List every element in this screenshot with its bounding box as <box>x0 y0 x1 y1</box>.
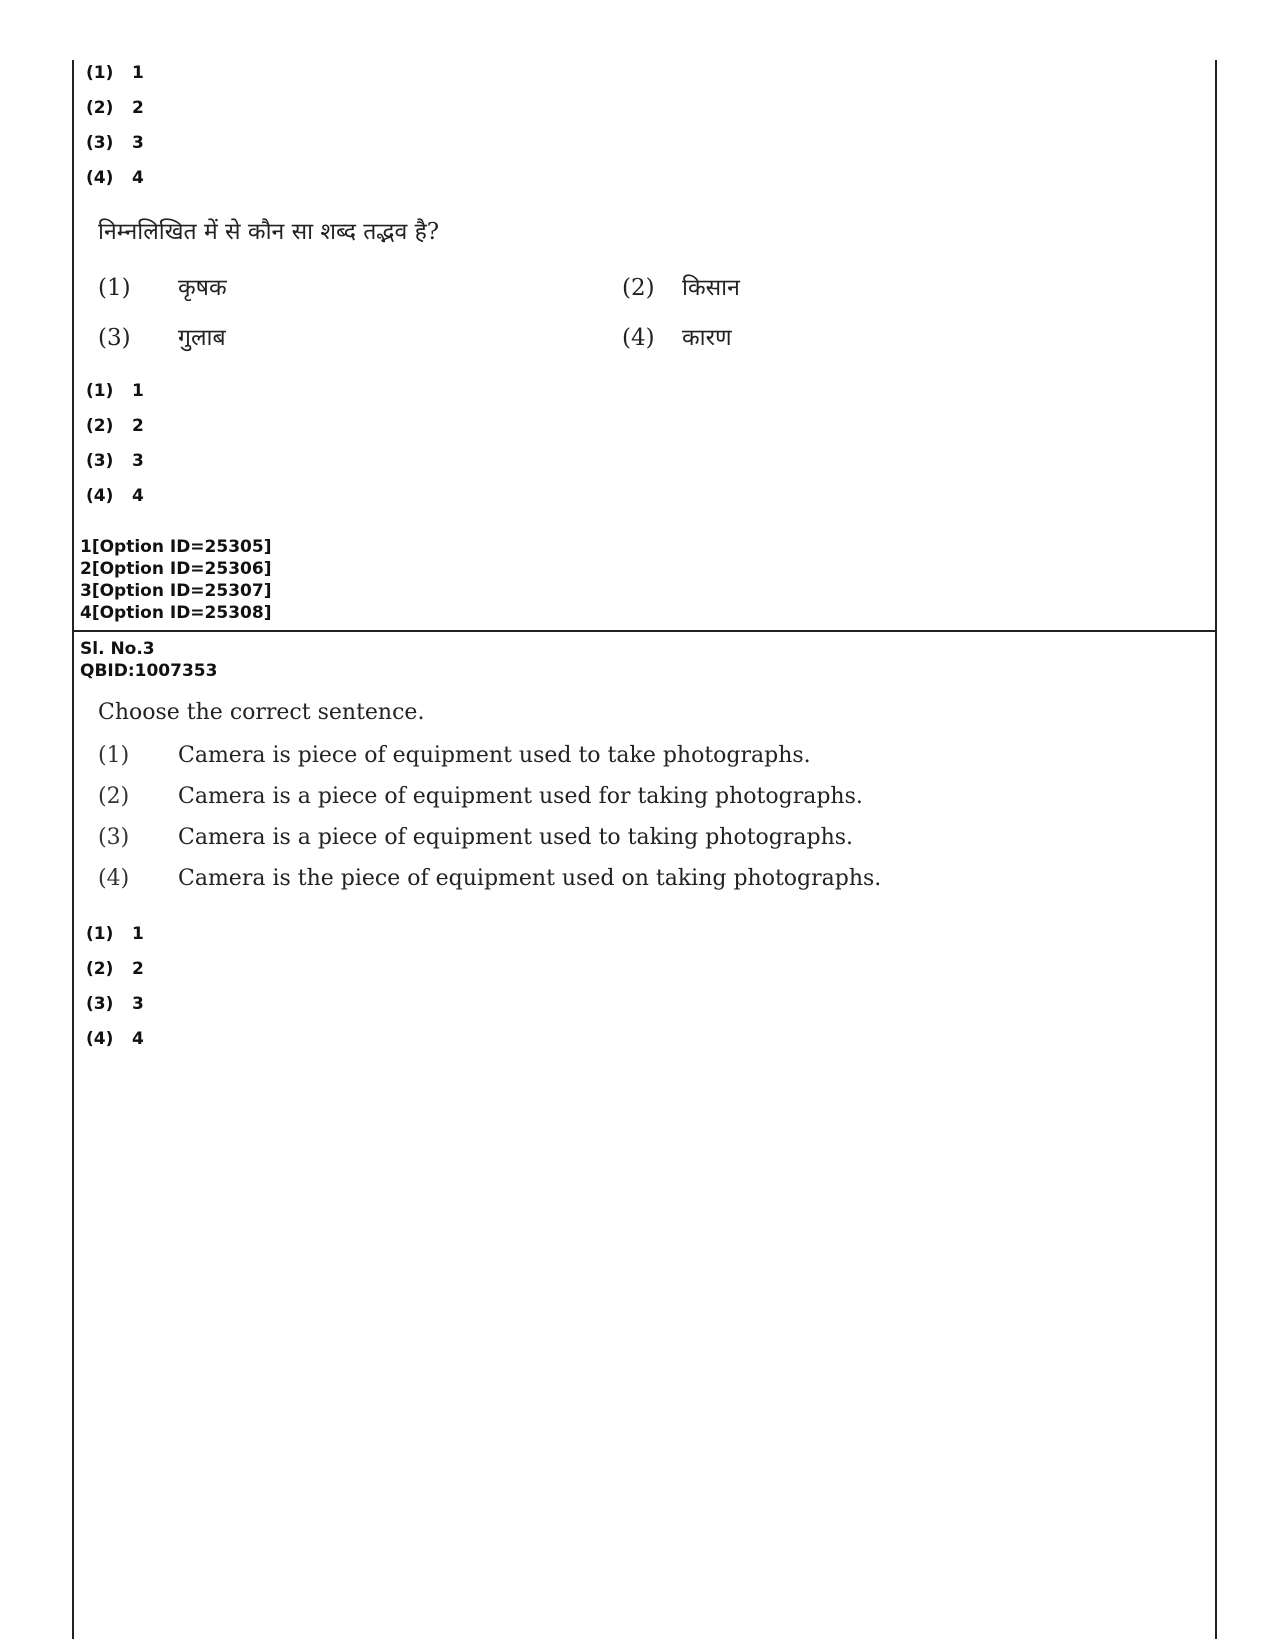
answer-option[interactable]: (3) 3 <box>86 994 144 1014</box>
choice-item: (2) किसान <box>622 275 740 301</box>
question-text-english: Choose the correct sentence. <box>98 700 425 725</box>
right-border <box>1215 60 1217 1639</box>
choice-item: (2) Camera is a piece of equipment used for taking photographs. <box>98 784 863 809</box>
question-header <box>80 638 217 682</box>
choice-item: (1) कृषक <box>98 275 227 301</box>
answer-option[interactable]: (3) 3 <box>86 451 144 471</box>
english-choices <box>98 742 881 906</box>
choice-item: (3) गुलाब <box>98 325 226 351</box>
answer-option[interactable]: (4) 4 <box>86 168 144 188</box>
serial-number: Sl. No.3 <box>80 639 155 659</box>
option-id: 1[Option ID=25305] <box>80 537 272 557</box>
qbid: QBID:1007353 <box>80 661 218 681</box>
answer-option[interactable]: (1) 1 <box>86 381 144 401</box>
left-border <box>72 60 74 1639</box>
hindi-choices <box>98 270 998 370</box>
answer-option[interactable]: (1) 1 <box>86 63 144 83</box>
choice-row <box>98 320 998 370</box>
answer-option[interactable]: (2) 2 <box>86 98 144 118</box>
question-text-hindi: निम्नलिखित में से कौन सा शब्द तद्भव है? <box>98 219 440 245</box>
answer-option[interactable]: (3) 3 <box>86 133 144 153</box>
question-divider <box>72 630 1217 632</box>
answer-option[interactable]: (4) 4 <box>86 1029 144 1049</box>
answer-list-q2 <box>86 380 144 520</box>
option-id: 3[Option ID=25307] <box>80 581 272 601</box>
answer-option[interactable]: (4) 4 <box>86 486 144 506</box>
option-id-list <box>80 536 271 624</box>
choice-item: (4) कारण <box>622 325 732 351</box>
choice-item: (1) Camera is piece of equipment used to take photographs. <box>98 743 811 768</box>
answer-list-top <box>86 62 144 202</box>
choice-item: (3) Camera is a piece of equipment used to taking photographs. <box>98 825 854 850</box>
choice-row <box>98 270 998 320</box>
answer-list-q3 <box>86 923 144 1063</box>
option-id: 4[Option ID=25308] <box>80 603 272 623</box>
option-id: 2[Option ID=25306] <box>80 559 272 579</box>
answer-option[interactable]: (1) 1 <box>86 924 144 944</box>
choice-item: (4) Camera is the piece of equipment used on taking photographs. <box>98 866 882 891</box>
answer-option[interactable]: (2) 2 <box>86 959 144 979</box>
answer-option[interactable]: (2) 2 <box>86 416 144 436</box>
